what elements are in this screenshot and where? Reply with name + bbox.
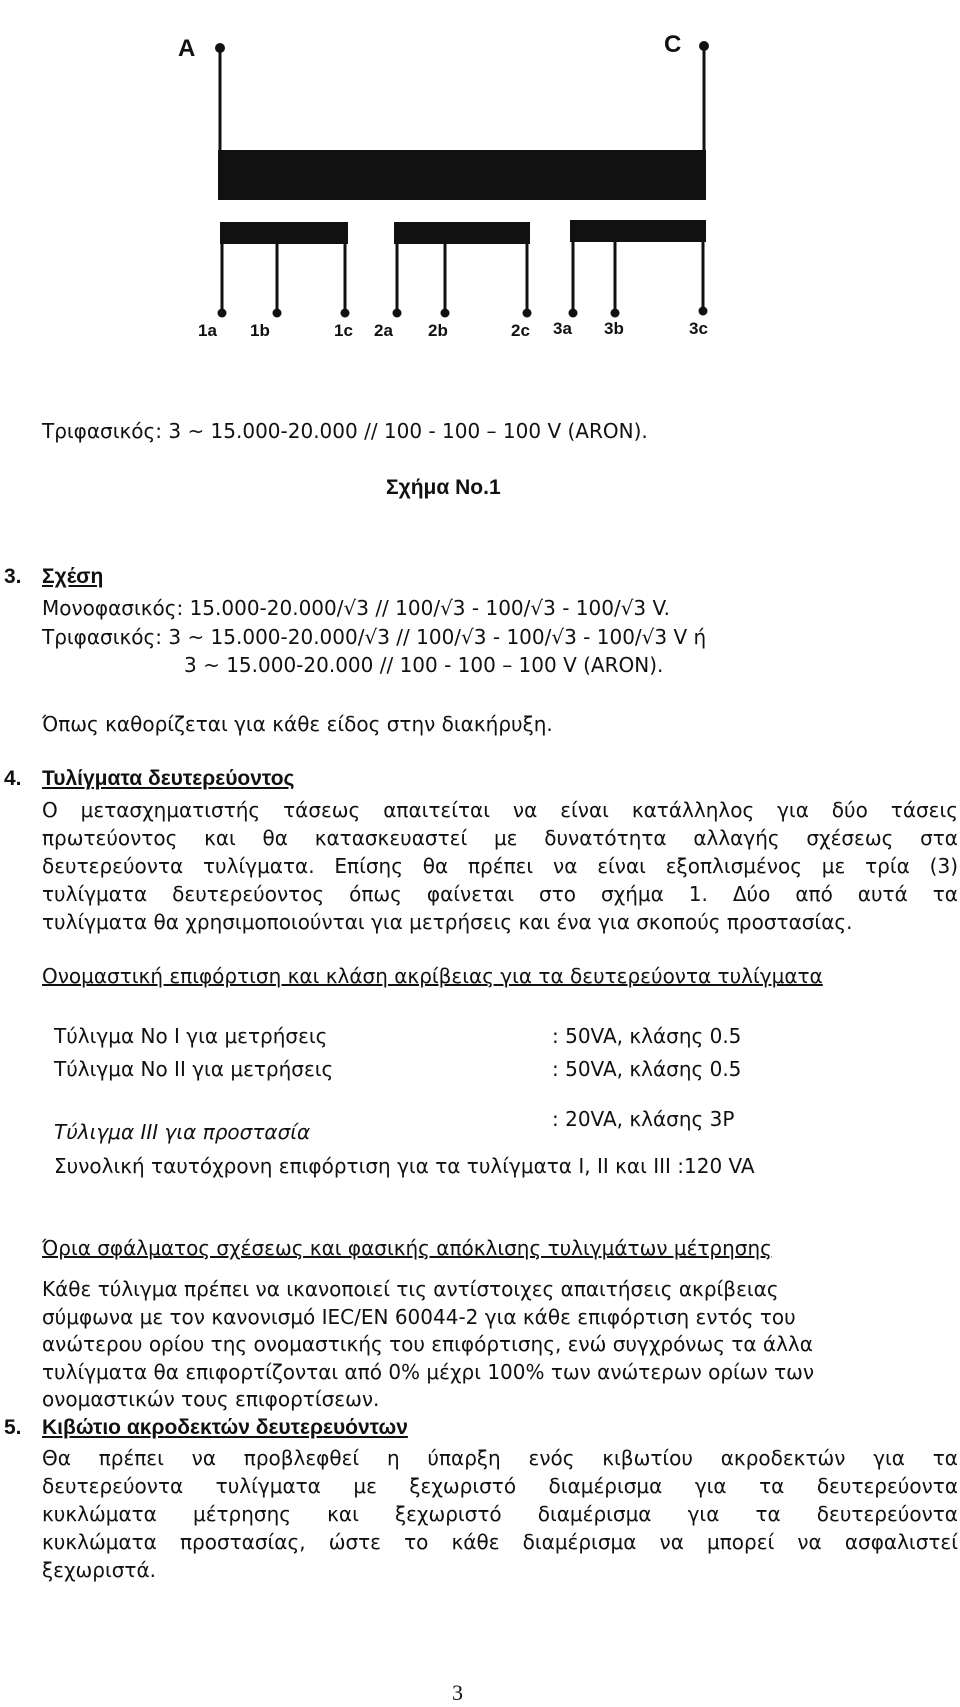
total-load: Συνολική ταυτόχρονη επιφόρτιση για τα τυλίγματα I, II και III :120 VA: [54, 1154, 755, 1178]
terminal-dot-3b: [611, 309, 620, 318]
paragraph-line: ξεχωριστά.: [42, 1558, 156, 1582]
transformer-diagram: [0, 0, 960, 400]
terminal-dot-c: [699, 41, 709, 51]
winding-3-name: Τύλιγμα III για προστασία: [54, 1120, 311, 1144]
paragraph-line: σύμφωνα με τον κανονισμό IEC/EN 60044-2 για κάθε επιφόρτιση εντός του: [42, 1304, 796, 1329]
terminal-dot-a: [215, 43, 225, 53]
section-4-paragraph: [42, 796, 958, 936]
terminal-dot-2a: [393, 309, 402, 318]
winding-1-name: Τύλιγμα Νο I για μετρήσεις: [54, 1024, 328, 1048]
terminal-label-a: A: [178, 35, 196, 62]
section-3-title: Σχέση: [42, 565, 104, 588]
paragraph-line: ονομαστικών τους επιφορτίσεων.: [42, 1387, 380, 1412]
terminal-label-3a: 3a: [553, 319, 572, 338]
section-3-number: 3.: [4, 565, 22, 588]
paragraph-line: δευτερεύοντα τυλίγματα με ξεχωριστό διαμέρισμα για τα δευτερεύοντα: [42, 1474, 958, 1498]
winding-1-value: : 50VA, κλάσης 0.5: [552, 1024, 742, 1048]
terminal-label-1a: 1a: [198, 321, 217, 340]
paragraph-line: τυλίγματα θα χρησιμοποιούνται για μετρήσεις και ένα για σκοπούς προστασίας.: [42, 910, 853, 934]
paragraph-line: Ο μετασχηματιστής τάσεως απαιτείται να είναι κατάλληλος για δύο τάσεις: [42, 798, 958, 822]
paragraph-line: τυλίγματα θα επιφορτίζονται από 0% μέχρι 100% των ανώτερων ορίων των: [42, 1359, 815, 1384]
section-3-single-phase: Μονοφασικός: 15.000-20.000/√3 // 100/√3 - 100/√3 - 100/√3 V.: [42, 596, 670, 620]
terminal-dot-2c: [523, 309, 532, 318]
terminal-label-2b: 2b: [428, 321, 448, 340]
winding-2-value: : 50VA, κλάσης 0.5: [552, 1057, 742, 1081]
paragraph-line: ανώτερου ορίου της ονομαστικής του επιφόρτισης, ενώ συγχρόνως τα άλλα: [42, 1332, 813, 1357]
section-3-three-phase-alt: 3 ~ 15.000-20.000 // 100 - 100 – 100 V (ARON).: [184, 653, 664, 677]
figure-caption: Σχήμα Νο.1: [386, 476, 501, 499]
section-4-title: Τυλίγματα δευτερεύοντος: [42, 767, 295, 790]
terminal-label-1c: 1c: [334, 321, 353, 340]
terminal-dot-3a: [569, 309, 578, 318]
section-5-paragraph: [42, 1444, 958, 1584]
paragraph-line: Θα πρέπει να προβλεφθεί η ύπαρξη ενός κιβωτίου ακροδεκτών για τα: [42, 1446, 958, 1470]
paragraph-line: Κάθε τύλιγμα πρέπει να ικανοποιεί τις αντίστοιχες απαιτήσεις ακρίβειας: [42, 1277, 779, 1301]
terminal-label-2a: 2a: [374, 321, 393, 340]
section-5-number: 5.: [4, 1416, 22, 1439]
rating-heading: Ονομαστική επιφόρτιση και κλάση ακρίβειας για τα δευτερεύοντα τυλίγματα: [42, 964, 823, 988]
three-phase-aron-line: Τριφασικός: 3 ~ 15.000-20.000 // 100 - 100 – 100 V (ARON).: [42, 419, 648, 443]
terminal-dot-1a: [218, 309, 227, 318]
paragraph-line: τυλίγματα δευτερεύοντος όπως φαίνεται στο σχήμα 1. Δύο από αυτά τα: [42, 882, 958, 906]
error-limits-paragraph: [42, 1276, 814, 1414]
section-3-note: Όπως καθορίζεται για κάθε είδος στην διακήρυξη.: [42, 712, 553, 736]
primary-winding-bar: [218, 150, 706, 200]
winding-2-name: Τύλιγμα Νο II για μετρήσεις: [54, 1057, 334, 1081]
terminal-label-c: C: [664, 31, 682, 58]
page-number: 3: [452, 1680, 463, 1705]
secondary-winding-1: [220, 222, 348, 244]
section-5-title: Κιβώτιο ακροδεκτών δευτερευόντων: [42, 1416, 408, 1439]
terminal-dot-3c: [699, 307, 708, 316]
terminal-dot-1c: [341, 309, 350, 318]
paragraph-line: δευτερεύοντα τυλίγματα. Επίσης θα πρέπει να είναι εξοπλισμένος με τρία (3): [42, 854, 958, 878]
terminal-dot-2b: [441, 309, 450, 318]
section-3-three-phase: Τριφασικός: 3 ~ 15.000-20.000/√3 // 100/√3 - 100/√3 - 100/√3 V ή: [42, 625, 707, 649]
secondary-winding-3: [570, 220, 706, 242]
terminal-label-1b: 1b: [250, 321, 270, 340]
paragraph-line: κυκλώματα μέτρησης και ξεχωριστό διαμέρισμα για τα δευτερεύοντα: [42, 1502, 958, 1526]
winding-3-value: : 20VA, κλάσης 3P: [552, 1107, 735, 1131]
terminal-label-3c: 3c: [689, 319, 708, 338]
section-4-number: 4.: [4, 767, 22, 790]
error-limits-heading: Όρια σφάλματος σχέσεως και φασικής απόκλισης τυλιγμάτων μέτρησης: [42, 1236, 772, 1260]
terminal-label-3b: 3b: [604, 319, 624, 338]
terminal-label-2c: 2c: [511, 321, 530, 340]
paragraph-line: κυκλώματα προστασίας, ώστε το κάθε διαμέρισμα να μπορεί να ασφαλιστεί: [42, 1530, 958, 1554]
terminal-dot-1b: [273, 309, 282, 318]
paragraph-line: πρωτεύοντος και θα κατασκευαστεί με δυνατότητα αλλαγής σχέσεως στα: [42, 826, 958, 850]
secondary-winding-2: [394, 222, 530, 244]
